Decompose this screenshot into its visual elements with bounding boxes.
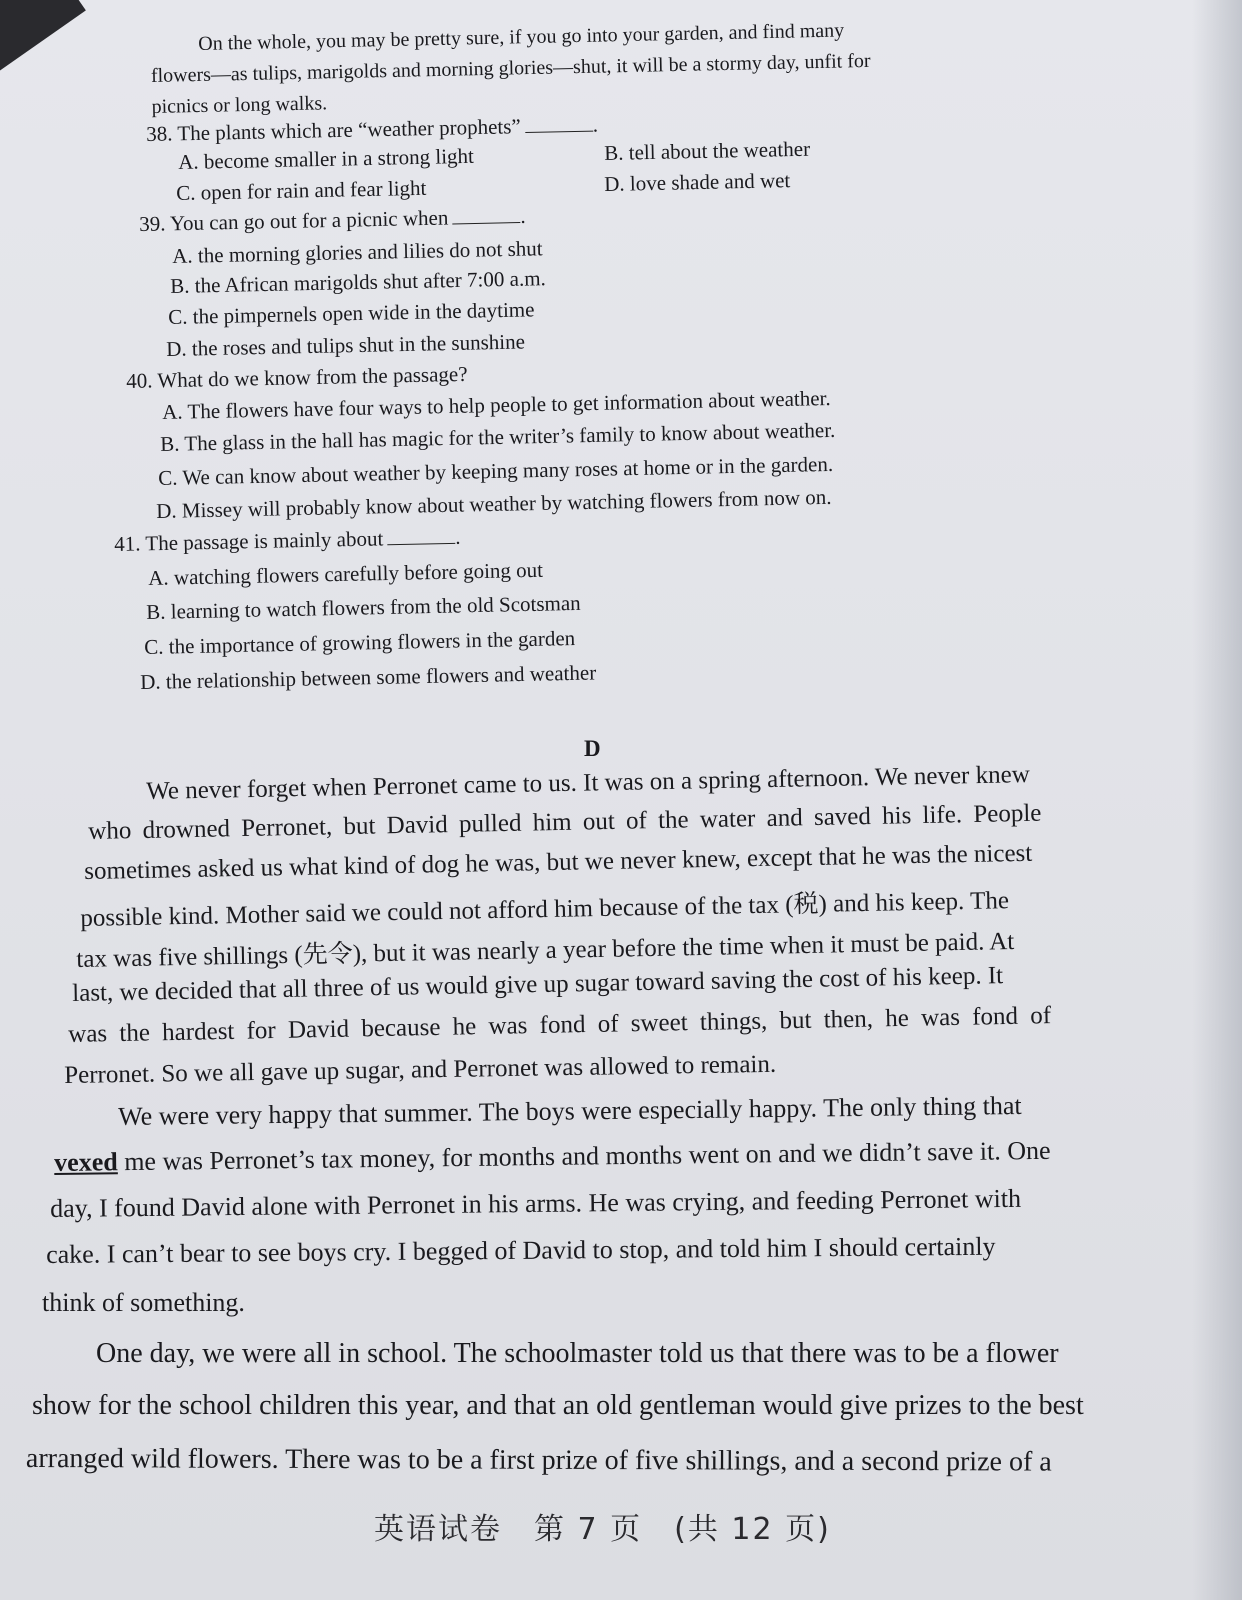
option-41-a: A. watching flowers carefully before going out xyxy=(148,557,544,590)
story-line: last, we decided that all three of us would give up sugar toward saving the cost of his keep. It xyxy=(72,962,1004,1007)
option-40-a: A. The flowers have four ways to help people to get information about weather. xyxy=(162,385,831,424)
question-stem: The passage is mainly about xyxy=(145,526,384,556)
intro-paragraph xyxy=(150,12,1032,123)
option-41-c: C. the importance of growing flowers in the garden xyxy=(144,625,576,659)
option-39-b: B. the African marigolds shut after 7:00 a.m. xyxy=(170,266,547,298)
intro-line: picnics or long walks. xyxy=(151,92,328,118)
intro-line: On the whole, you may be pretty sure, if you go into your garden, and find many xyxy=(198,19,845,55)
question-number: 40. xyxy=(126,368,153,393)
question-number: 38. xyxy=(146,121,173,146)
story-line: Perronet. So we all gave up sugar, and Perronet was allowed to remain. xyxy=(64,1050,777,1089)
story-line: cake. I can’t bear to see boys cry. I begged of David to stop, and told him I should certainly xyxy=(46,1231,996,1269)
option-38-a: A. become smaller in a strong light xyxy=(178,143,475,174)
story-line: show for the school children this year, and that an old gentleman would give prizes to the best xyxy=(32,1390,1084,1421)
story-line: We never forget when Perronet came to us. It was on a spring afternoon. We never knew xyxy=(146,761,1031,805)
question-stem: The plants which are “weather prophets” xyxy=(177,114,521,146)
story-line: think of something. xyxy=(42,1288,245,1317)
story-line: sometimes asked us what kind of dog he was, but we never knew, except that he was the nicest xyxy=(84,839,1033,885)
story-line xyxy=(54,1136,1051,1178)
story-line: We were very happy that summer. The boys were especially happy. The only thing that xyxy=(118,1090,1022,1131)
story-line: One day, we were all in school. The schoolmaster told us that there was to be a flower xyxy=(96,1338,1059,1369)
option-38-d: D. love shade and wet xyxy=(604,168,791,196)
option-41-b: B. learning to watch flowers from the old Scotsman xyxy=(146,590,581,624)
option-40-b: B. The glass in the hall has magic for the writer’s family to know about weather. xyxy=(160,417,836,456)
intro-line: flowers—as tulips, marigolds and morning glories—shut, it will be a stormy day, unfit for xyxy=(150,49,871,87)
option-39-c: C. the pimpernels open wide in the daytime xyxy=(168,297,535,329)
question-number: 39. xyxy=(139,211,166,236)
story-line: tax was five shillings (先令), but it was nearly a year before the time when it must be paid. At xyxy=(76,927,1015,973)
question-stem: What do we know from the passage? xyxy=(157,361,468,393)
vexed-word: vexed xyxy=(54,1147,118,1177)
option-41-d: D. the relationship between some flowers and weather xyxy=(140,660,597,694)
question-end: . xyxy=(455,524,461,549)
question-39 xyxy=(139,204,526,237)
story-line: day, I found David alone with Perronet in his arms. He was crying, and feeding Perronet with xyxy=(50,1183,1022,1223)
page-shadow xyxy=(1192,0,1242,1600)
option-38-b: B. tell about the weather xyxy=(604,136,811,165)
section-heading: D xyxy=(584,736,601,761)
option-39-d: D. the roses and tulips shut in the sunshine xyxy=(166,329,526,361)
question-number: 41. xyxy=(114,531,141,556)
page-footer: 英语试卷 第 7 页 (共 12 页) xyxy=(374,1512,831,1547)
question-end: . xyxy=(520,203,526,229)
option-40-d: D. Missey will probably know about weather by watching flowers from now on. xyxy=(156,484,832,523)
question-40 xyxy=(126,362,468,394)
question-end: . xyxy=(592,112,599,137)
story-line-rest: me was Perronet’s tax money, for months and months went on and we didn’t save it. One xyxy=(117,1135,1051,1177)
option-39-a: A. the morning glories and lilies do not shut xyxy=(172,236,543,268)
story-line: was the hardest for David because he was fond of sweet things, but then, he was fond of xyxy=(68,1002,1052,1048)
story-line: who drowned Perronet, but David pulled him out of the water and saved his life. People xyxy=(88,799,1042,845)
answer-blank xyxy=(452,222,520,224)
question-41 xyxy=(114,525,461,557)
question-stem: You can go out for a picnic when xyxy=(169,205,449,236)
option-40-c: C. We can know about weather by keeping many roses at home or in the garden. xyxy=(158,451,834,490)
option-38-c: C. open for rain and fear light xyxy=(176,175,427,205)
story-line: possible kind. Mother said we could not afford him because of the tax (税) and his keep. The xyxy=(80,887,1010,932)
answer-blank xyxy=(387,543,455,545)
answer-blank xyxy=(525,131,593,133)
story-line: arranged wild flowers. There was to be a first prize of five shillings, and a second prize of a xyxy=(25,1443,1052,1478)
